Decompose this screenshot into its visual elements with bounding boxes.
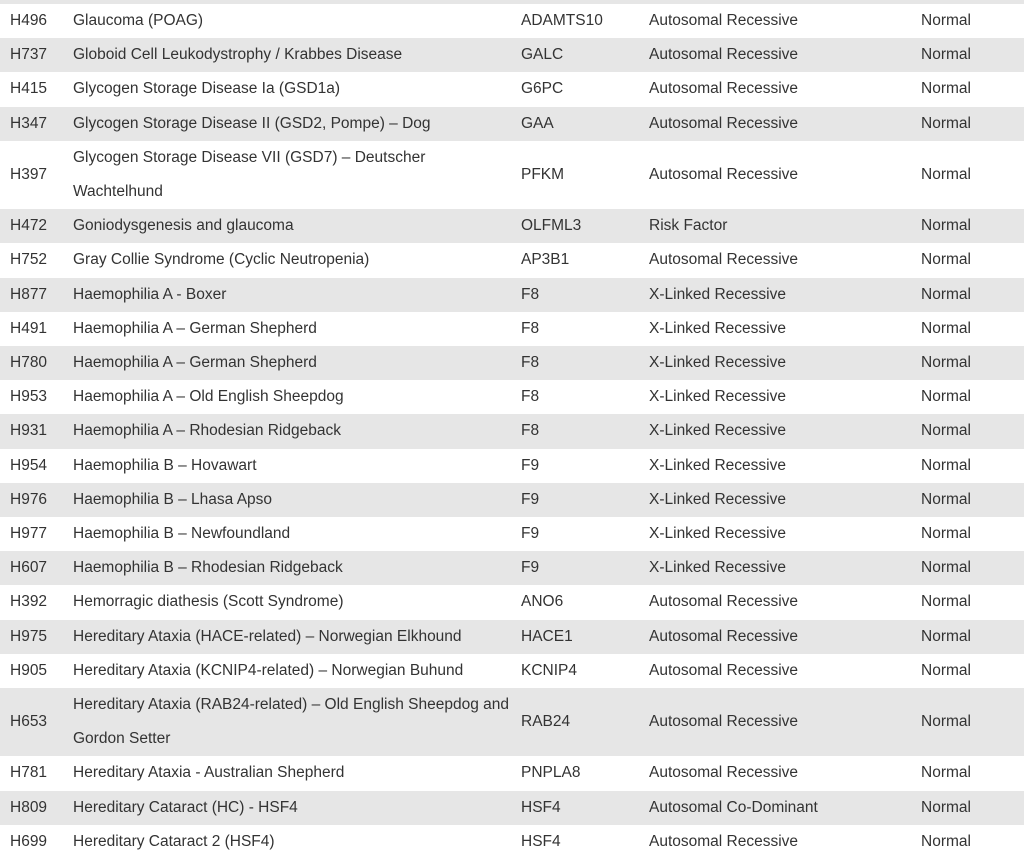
test-code-cell: H977 [0,517,63,551]
test-code-cell: H905 [0,654,63,688]
gene-cell: F8 [511,312,639,346]
inheritance-cell: Autosomal Recessive [639,72,911,106]
inheritance-cell: X-Linked Recessive [639,380,911,414]
condition-name-cell: Goniodysgenesis and glaucoma [63,209,511,243]
test-code-cell: H472 [0,209,63,243]
gene-cell: RAB24 [511,688,639,756]
condition-name-cell: Glaucoma (POAG) [63,4,511,38]
table-row [0,72,1024,106]
condition-name-cell: Haemophilia A – German Shepherd [63,312,511,346]
gene-cell: PNPLA8 [511,756,639,790]
test-code-cell: H491 [0,312,63,346]
condition-name-cell: Globoid Cell Leukodystrophy / Krabbes Disease [63,38,511,72]
inheritance-cell: Autosomal Recessive [639,688,911,756]
condition-name-cell: Hemorragic diathesis (Scott Syndrome) [63,585,511,619]
condition-name-cell: Haemophilia A - Boxer [63,278,511,312]
inheritance-cell: Autosomal Recessive [639,585,911,619]
table-row [0,278,1024,312]
test-code-cell: H415 [0,72,63,106]
result-cell: Normal [911,4,1024,38]
table-row [0,585,1024,619]
test-code-cell: H653 [0,688,63,756]
test-code-cell: H347 [0,107,63,141]
gene-cell: F9 [511,551,639,585]
gene-cell: HACE1 [511,620,639,654]
result-cell: Normal [911,278,1024,312]
condition-name-cell: Hereditary Ataxia (KCNIP4-related) – Norwegian Buhund [63,654,511,688]
result-cell: Normal [911,243,1024,277]
test-code-cell: H607 [0,551,63,585]
gene-cell: F8 [511,380,639,414]
result-cell: Normal [911,517,1024,551]
result-cell: Normal [911,380,1024,414]
result-cell: Normal [911,756,1024,790]
result-cell: Normal [911,346,1024,380]
result-cell: Normal [911,483,1024,517]
condition-name-cell: Glycogen Storage Disease Ia (GSD1a) [63,72,511,106]
inheritance-cell: X-Linked Recessive [639,449,911,483]
inheritance-cell: X-Linked Recessive [639,278,911,312]
condition-name-cell: Haemophilia A – Old English Sheepdog [63,380,511,414]
result-cell: Normal [911,551,1024,585]
result-cell: Normal [911,449,1024,483]
inheritance-cell: Autosomal Recessive [639,243,911,277]
test-code-cell: H809 [0,791,63,825]
table-row [0,688,1024,756]
condition-name-cell: Hereditary Cataract 2 (HSF4) [63,825,511,859]
result-cell: Normal [911,585,1024,619]
result-cell: Normal [911,107,1024,141]
condition-name-cell: Haemophilia B – Newfoundland [63,517,511,551]
table-row [0,791,1024,825]
inheritance-cell: X-Linked Recessive [639,346,911,380]
result-cell: Normal [911,312,1024,346]
test-code-cell: H752 [0,243,63,277]
test-code-cell: H953 [0,380,63,414]
table-row [0,312,1024,346]
test-code-cell: H781 [0,756,63,790]
table-row [0,449,1024,483]
gene-cell: G6PC [511,72,639,106]
condition-name-cell: Gray Collie Syndrome (Cyclic Neutropenia) [63,243,511,277]
gene-cell: F9 [511,517,639,551]
table-row [0,414,1024,448]
condition-name-cell: Haemophilia B – Hovawart [63,449,511,483]
gene-cell: GALC [511,38,639,72]
condition-name-cell: Glycogen Storage Disease VII (GSD7) – Deutscher Wachtelhund [63,141,511,209]
inheritance-cell: Autosomal Co-Dominant [639,791,911,825]
inheritance-cell: Autosomal Recessive [639,107,911,141]
test-code-cell: H699 [0,825,63,859]
test-code-cell: H931 [0,414,63,448]
result-cell: Normal [911,38,1024,72]
inheritance-cell: Autosomal Recessive [639,4,911,38]
gene-cell: AP3B1 [511,243,639,277]
gene-cell: PFKM [511,141,639,209]
test-code-cell: H954 [0,449,63,483]
gene-cell: HSF4 [511,825,639,859]
gene-cell: ANO6 [511,585,639,619]
result-cell: Normal [911,791,1024,825]
result-cell: Normal [911,414,1024,448]
table-row [0,517,1024,551]
table-row [0,209,1024,243]
result-cell: Normal [911,209,1024,243]
condition-name-cell: Hereditary Ataxia (HACE-related) – Norwegian Elkhound [63,620,511,654]
condition-name-cell: Haemophilia A – Rhodesian Ridgeback [63,414,511,448]
inheritance-cell: Autosomal Recessive [639,38,911,72]
inheritance-cell: X-Linked Recessive [639,312,911,346]
table-row [0,243,1024,277]
gene-cell: GAA [511,107,639,141]
gene-cell: KCNIP4 [511,654,639,688]
test-code-cell: H976 [0,483,63,517]
result-cell: Normal [911,620,1024,654]
inheritance-cell: Autosomal Recessive [639,756,911,790]
gene-cell: F9 [511,483,639,517]
table-row [0,483,1024,517]
inheritance-cell: Autosomal Recessive [639,141,911,209]
test-results-table [0,4,1024,859]
gene-cell: HSF4 [511,791,639,825]
table-row [0,380,1024,414]
test-code-cell: H737 [0,38,63,72]
inheritance-cell: Autosomal Recessive [639,620,911,654]
test-code-cell: H877 [0,278,63,312]
inheritance-cell: X-Linked Recessive [639,414,911,448]
inheritance-cell: Autosomal Recessive [639,654,911,688]
condition-name-cell: Hereditary Ataxia - Australian Shepherd [63,756,511,790]
condition-name-cell: Hereditary Ataxia (RAB24-related) – Old English Sheepdog and Gordon Setter [63,688,511,756]
test-code-cell: H397 [0,141,63,209]
inheritance-cell: Autosomal Recessive [639,825,911,859]
table-row [0,620,1024,654]
gene-cell: F8 [511,278,639,312]
gene-cell: OLFML3 [511,209,639,243]
table-body [0,4,1024,859]
table-row [0,551,1024,585]
result-cell: Normal [911,141,1024,209]
condition-name-cell: Haemophilia A – German Shepherd [63,346,511,380]
gene-cell: F8 [511,414,639,448]
gene-cell: ADAMTS10 [511,4,639,38]
inheritance-cell: X-Linked Recessive [639,483,911,517]
result-cell: Normal [911,654,1024,688]
inheritance-cell: X-Linked Recessive [639,551,911,585]
test-code-cell: H780 [0,346,63,380]
gene-cell: F8 [511,346,639,380]
table-row [0,654,1024,688]
test-code-cell: H392 [0,585,63,619]
result-cell: Normal [911,688,1024,756]
table-row [0,825,1024,859]
condition-name-cell: Glycogen Storage Disease II (GSD2, Pompe) – Dog [63,107,511,141]
condition-name-cell: Haemophilia B – Rhodesian Ridgeback [63,551,511,585]
test-code-cell: H496 [0,4,63,38]
table-row [0,141,1024,209]
table-row [0,756,1024,790]
condition-name-cell: Haemophilia B – Lhasa Apso [63,483,511,517]
condition-name-cell: Hereditary Cataract (HC) - HSF4 [63,791,511,825]
table-row [0,346,1024,380]
test-code-cell: H975 [0,620,63,654]
gene-cell: F9 [511,449,639,483]
result-cell: Normal [911,825,1024,859]
inheritance-cell: X-Linked Recessive [639,517,911,551]
table-row [0,107,1024,141]
inheritance-cell: Risk Factor [639,209,911,243]
table-row [0,38,1024,72]
result-cell: Normal [911,72,1024,106]
table-row [0,4,1024,38]
